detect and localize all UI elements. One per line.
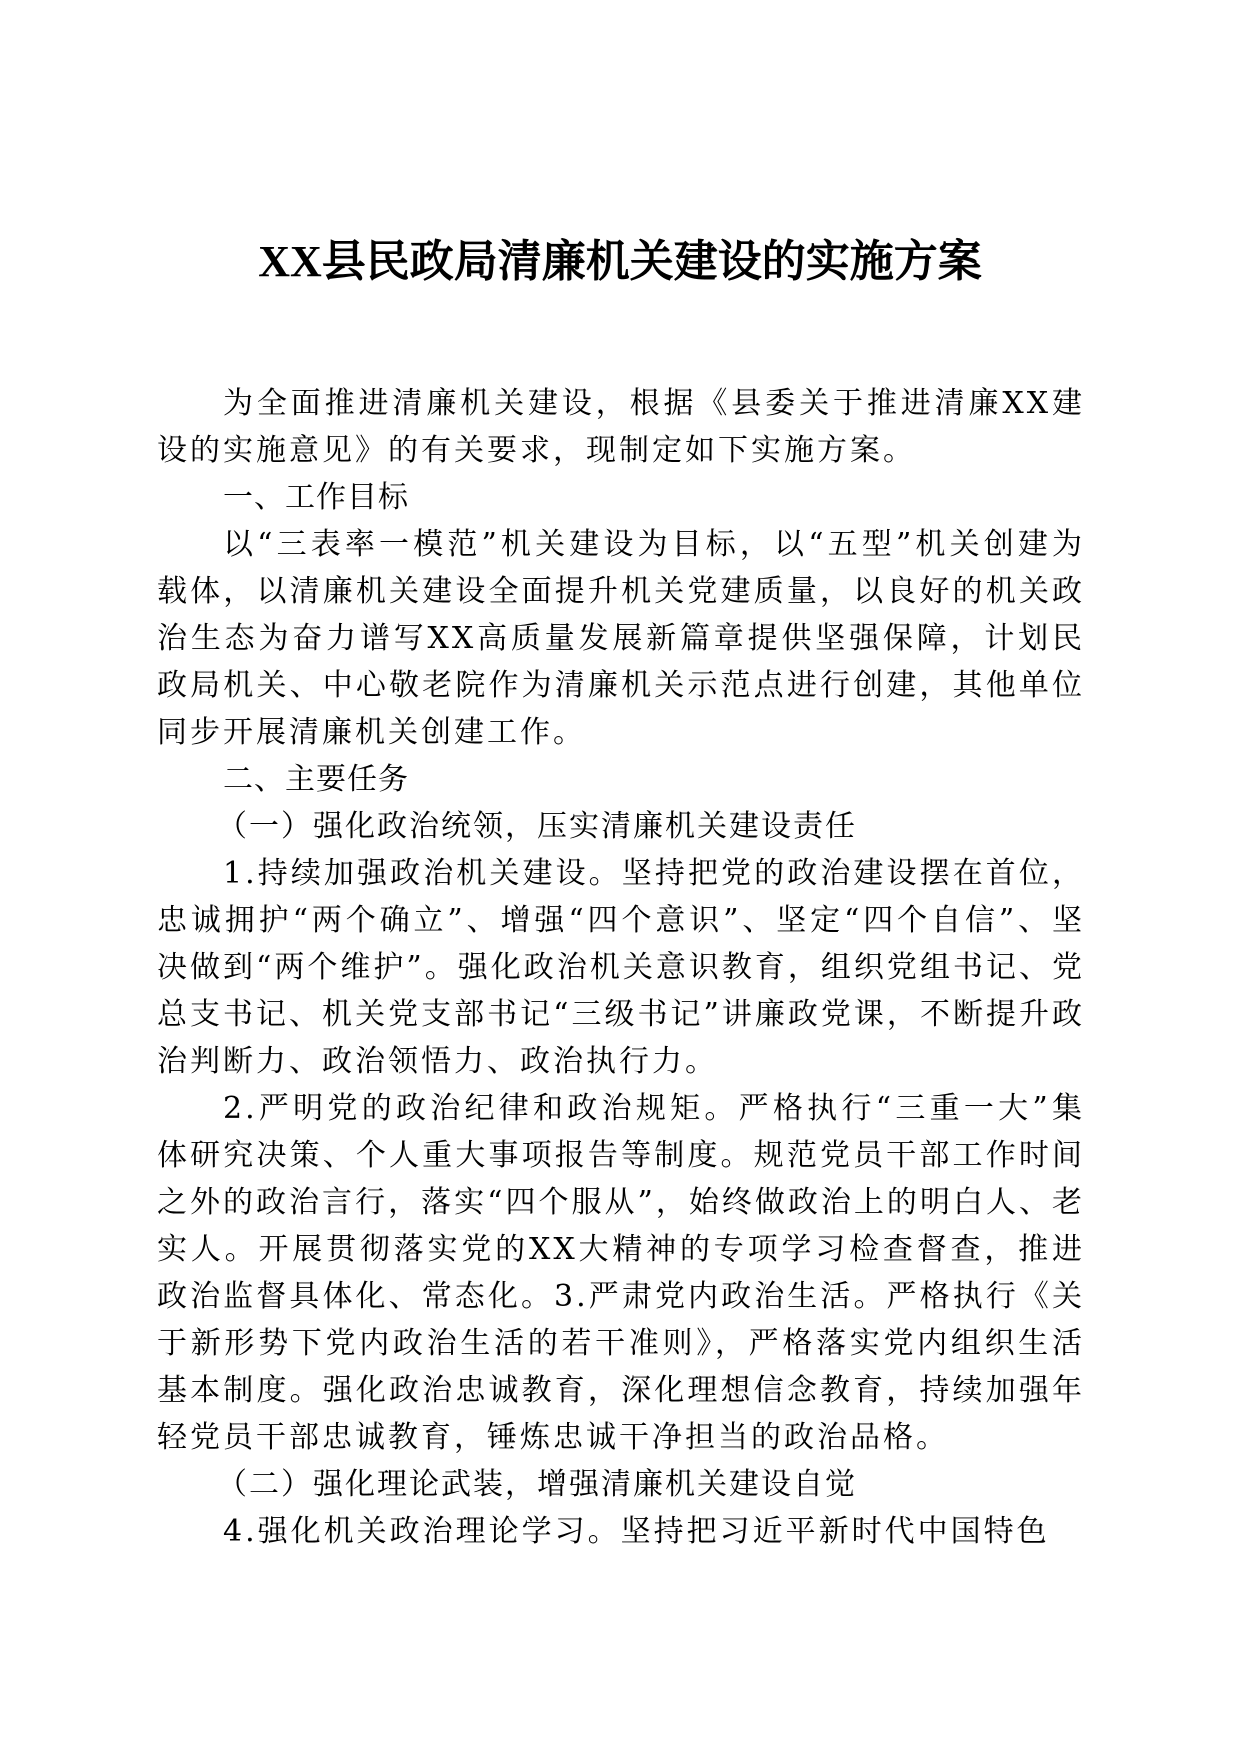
section-heading-goals: 一、工作目标 (223, 480, 409, 515)
document-title: XX县民政局清廉机关建设的实施方案 (258, 237, 982, 286)
task-paragraph-2: 2.严明党的政治纪律和政治规矩。严格执行“三重一大”集体研究决策、个人重大事项报告等制度。规范党员干部工作时间之外的政治言行，落实“四个服从”，始终做政治上的明白人、老实人。开展贯彻落实党的XX大精神的专项学习检查督查，推进政治监督具体化、常态化。3.严肃党内政治生活。严格执行《关于新形势下党内政治生活的若干准则》，严格落实党内组织生活基本制度。强化政治忠诚教育，深化理想信念教育，持续加强年轻党员干部忠诚教育，锤炼忠诚干净担当的政治品格。 (157, 1091, 1085, 1455)
subsection-heading-1: （一）强化政治统领，压实清廉机关建设责任 (217, 809, 857, 844)
task-paragraph-1: 1.持续加强政治机关建设。坚持把党的政治建设摆在首位，忠诚拥护“两个确立”、增强“四个意识”、坚定“四个自信”、坚决做到“两个维护”。强化政治机关意识教育，组织党组书记、党总支书记、机关党支部书记“三级书记”讲廉政党课，不断提升政治判断力、政治领悟力、政治执行力。 (157, 856, 1085, 1079)
task-paragraph-4: 4.强化机关政治理论学习。坚持把习近平新时代中国特色 (223, 1514, 1050, 1549)
goals-paragraph: 以“三表率一模范”机关建设为目标，以“五型”机关创建为载体，以清廉机关建设全面提升机关党建质量，以良好的机关政治生态为奋力谱写XX高质量发展新篇章提供坚强保障，计划民政局机关、中心敬老院作为清廉机关示范点进行创建，其他单位同步开展清廉机关创建工作。 (157, 527, 1085, 750)
intro-paragraph: 为全面推进清廉机关建设，根据《县委关于推进清廉XX建设的实施意见》的有关要求，现制定如下实施方案。 (157, 386, 1085, 468)
subsection-heading-2: （二）强化理论武装，增强清廉机关建设自觉 (217, 1467, 857, 1502)
section-heading-tasks: 二、主要任务 (223, 762, 409, 797)
document-body (157, 380, 1085, 1555)
